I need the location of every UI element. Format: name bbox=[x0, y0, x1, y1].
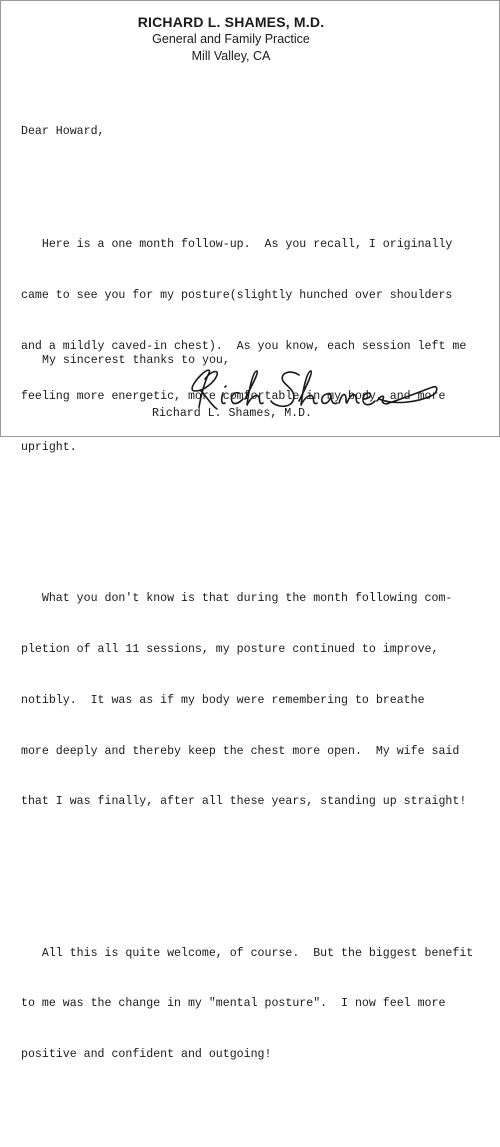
letter-line: more deeply and thereby keep the chest more open. My wife said bbox=[21, 744, 460, 758]
letterhead-name: RICHARD L. SHAMES, M.D. bbox=[137, 14, 325, 30]
letter-line: notibly. It was as if my body were remembering to breathe bbox=[21, 693, 425, 707]
letter-closing: My sincerest thanks to you, bbox=[42, 354, 230, 367]
letter-line: pletion of all 11 sessions, my posture continued to improve, bbox=[21, 643, 439, 657]
letter-line: upright. bbox=[21, 441, 77, 455]
letter-line: Here is a one month follow-up. As you recall, I originally bbox=[21, 238, 453, 252]
letter-paragraph bbox=[21, 558, 491, 845]
typed-signature: Richard L. Shames, M.D. bbox=[152, 407, 313, 420]
letterhead-location: Mill Valley, CA bbox=[191, 49, 271, 63]
letter-paragraph bbox=[21, 912, 491, 1098]
letter-line: that I was finally, after all these years, standing up straight! bbox=[21, 795, 467, 809]
letter-body bbox=[21, 90, 491, 1147]
letter-line: All this is quite welcome, of course. But the biggest benefit bbox=[21, 946, 474, 960]
letter-line: What you don't know is that during the month following com- bbox=[21, 592, 453, 606]
letterhead bbox=[1, 13, 461, 65]
letter-line: to me was the change in my "mental posture". I now feel more bbox=[21, 997, 446, 1011]
letter-line: feeling more energetic, more comfortable in my body, and more bbox=[21, 390, 446, 404]
letter-line: and a mildly caved-in chest). As you know, each session left me bbox=[21, 339, 467, 353]
letter-paragraph bbox=[21, 203, 491, 490]
letter-line: positive and confident and outgoing! bbox=[21, 1047, 272, 1061]
letter-line: came to see you for my posture(slightly hunched over shoulders bbox=[21, 288, 453, 302]
letter-greeting: Dear Howard, bbox=[21, 124, 105, 138]
letterhead-specialty: General and Family Practice bbox=[152, 32, 310, 46]
